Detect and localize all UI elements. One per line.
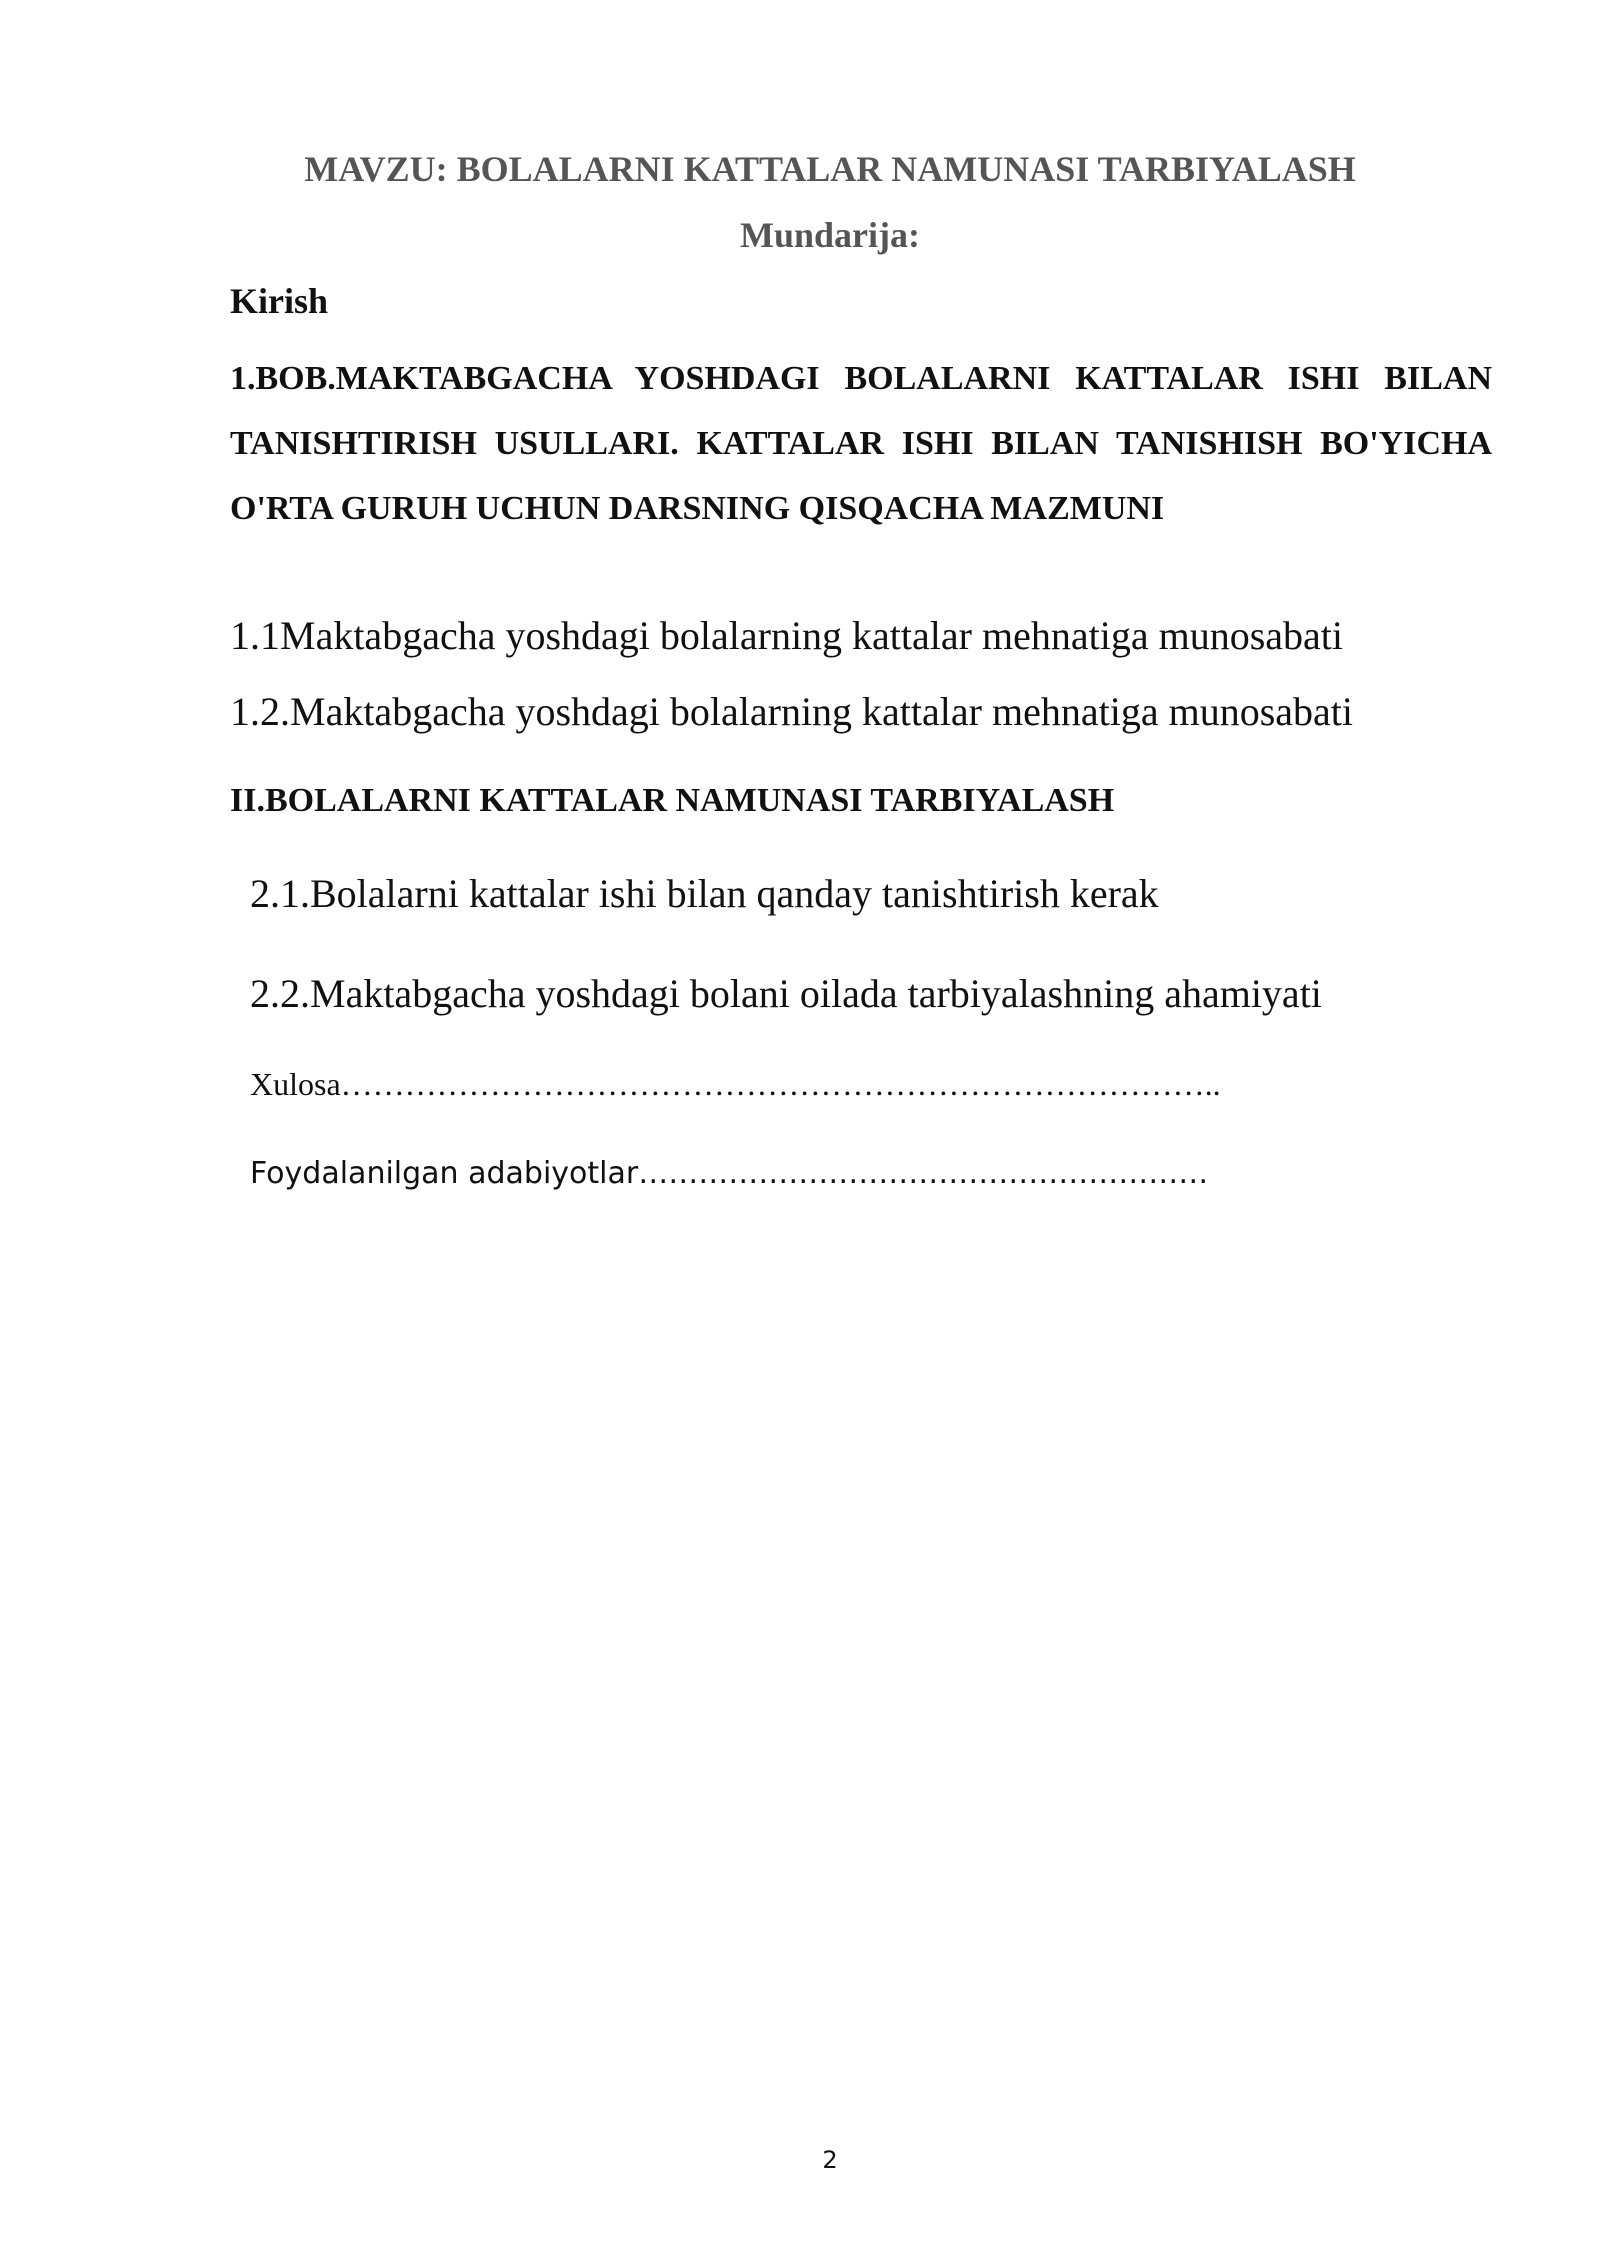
toc-item-section-2-2: 2.2.Maktabgacha yoshdagi bolani oilada tarbiyalashning ahamiyati: [250, 971, 1322, 1016]
toc-item-chapter-2: II.BOLALARNI KATTALAR NAMUNASI TARBIYALASH: [230, 782, 1115, 819]
toc-item-intro: Kirish: [230, 281, 329, 321]
toc-item-section-1-1: 1.1Maktabgacha yoshdagi bolalarning kattalar mehnatiga munosabati: [230, 613, 1343, 658]
table-of-contents-heading: Mundarija:: [740, 215, 920, 255]
page-number: 2: [822, 2146, 838, 2174]
toc-item-chapter-1: 1.BOB.MAKTABGACHA YOSHDAGI BOLALARNI KATTALAR ISHI BILAN TANISHTIRISH USULLARI. KATTALAR ISHI BILAN TANISHISH BO'YICHA O'RTA GURUH UCHUN DARSNING QISQACHA MAZMUNI: [230, 360, 1492, 527]
document-title: MAVZU: BOLALARNI KATTALAR NAMUNASI TARBIYALASH: [304, 149, 1356, 189]
toc-item-section-1-2: 1.2.Maktabgacha yoshdagi bolalarning kattalar mehnatiga munosabati: [230, 689, 1353, 734]
toc-item-section-2-1: 2.1.Bolalarni kattalar ishi bilan qanday tanishtirish kerak: [250, 871, 1159, 916]
toc-item-conclusion: Xulosa………………………………………………………………………..: [250, 1066, 1221, 1102]
toc-item-references: Foydalanilgan adabiyotlar…………………………………………………: [250, 1156, 1209, 1191]
